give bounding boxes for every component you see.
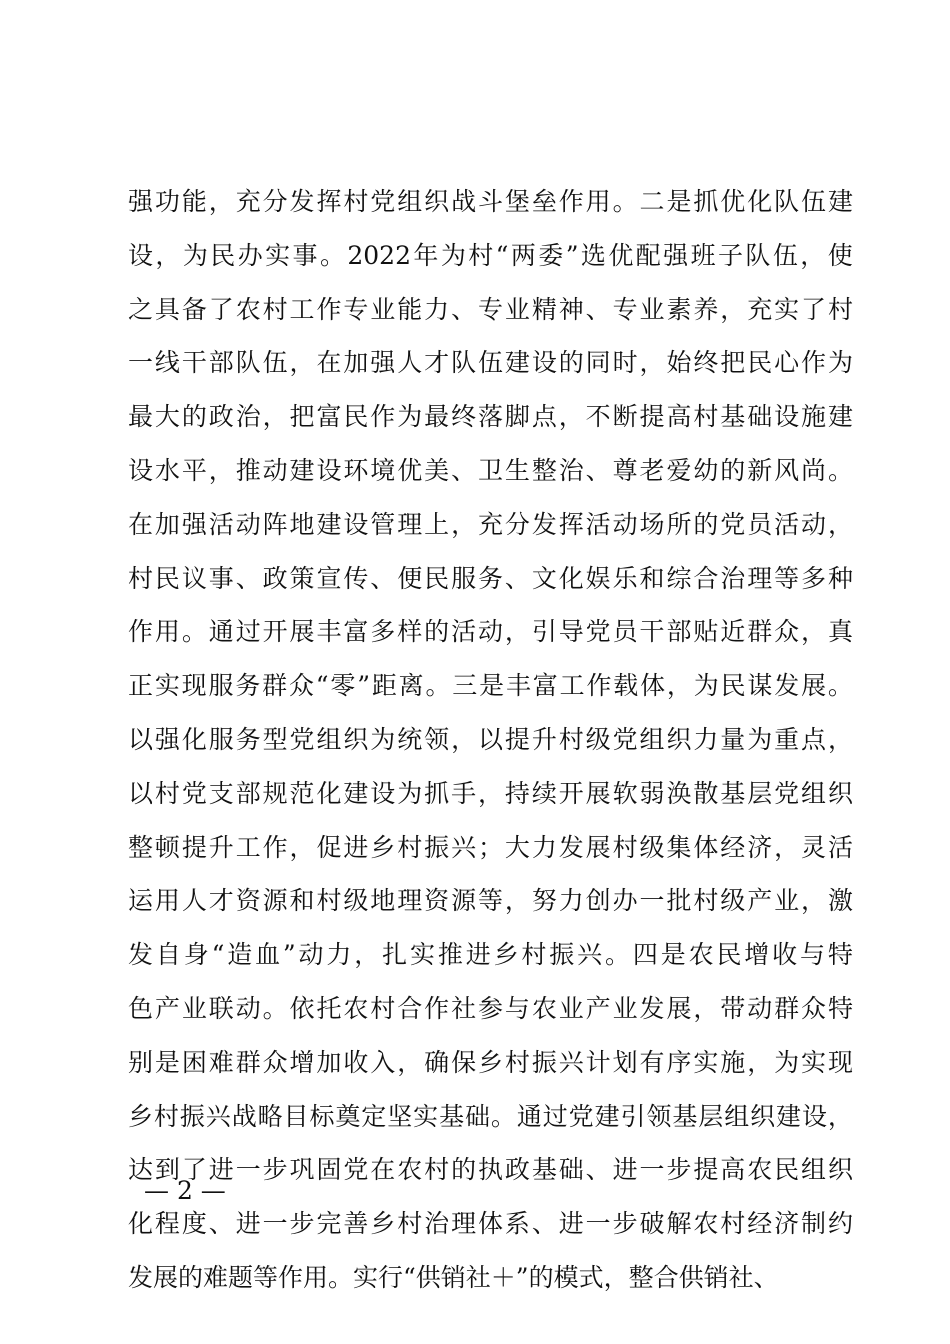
text-line: 别 是 困 难 群 众 增 加 收 入 ， 确 保 乡 村 振 兴 计 划 有 序 实 施 ， 为 实 现 [128, 1047, 853, 1077]
text-line: 以 强 化 服 务 型 党 组 织 为 统 领 ， 以 提 升 村 级 党 组 织 力 量 为 重 点 ， [128, 724, 853, 754]
text-line: 一 线 干 部 队 伍 ， 在 加 强 人 才 队 伍 建 设 的 同 时 ， 始 终 把 民 心 作 为 [128, 348, 853, 378]
text-line: 村 民 议 事 、 政 策 宣 传 、 便 民 服 务 、 文 化 娱 乐 和 综 合 治 理 等 多 种 [128, 563, 853, 593]
text-line: 之 具 备 了 农 村 工 作 专 业 能 力 、 专 业 精 神 、 专 业 素 养 ， 充 实 了 村 [128, 294, 853, 324]
text-line: 作 用 。 通 过 开 展 丰 富 多 样 的 活 动 ， 引 导 党 员 干 部 贴 近 群 众 ， 真 [128, 617, 853, 647]
text-line: 发 自 身 “ 造 血 ” 动 力 ， 扎 实 推 进 乡 村 振 兴 。 四 是 农 民 增 收 与 特 [128, 940, 853, 970]
text-line: 发展的难题等作用。实行“供销社＋”的模式，整合供销社、 [128, 1262, 779, 1292]
text-line: 运 用 人 才 资 源 和 村 级 地 理 资 源 等 ， 努 力 创 办 一 批 村 级 产 业 ， 激 [128, 886, 853, 916]
text-line: 最 大 的 政 治 ， 把 富 民 作 为 最 终 落 脚 点 ， 不 断 提 高 村 基 础 设 施 建 [128, 402, 853, 432]
body-text [128, 180, 853, 1310]
text-line: 设 水 平 ， 推 动 建 设 环 境 优 美 、 卫 生 整 治 、 尊 老 爱 幼 的 新 风 尚 。 [128, 455, 853, 485]
text-line: 设 ， 为 民 办 实 事 。 2022 年 为 村 “ 两 委 ” 选 优 配 强 班 子 队 伍 ， 使 [128, 240, 853, 270]
page-number: — 2 — [144, 1176, 226, 1205]
text-line: 色 产 业 联 动 。 依 托 农 村 合 作 社 参 与 农 业 产 业 发 展 ， 带 动 群 众 特 [128, 993, 853, 1023]
text-line: 化 程 度 、 进 一 步 完 善 乡 村 治 理 体 系 、 进 一 步 破 解 农 村 经 济 制 约 [128, 1209, 853, 1239]
text-line: 以 村 党 支 部 规 范 化 建 设 为 抓 手 ， 持 续 开 展 软 弱 涣 散 基 层 党 组 织 [128, 778, 853, 808]
text-line: 乡 村 振 兴 战 略 目 标 奠 定 坚 实 基 础 。 通 过 党 建 引 领 基 层 组 织 建 设 ， [128, 1101, 853, 1131]
text-line: 整 顿 提 升 工 作 ， 促 进 乡 村 振 兴 ； 大 力 发 展 村 级 集 体 经 济 ， 灵 活 [128, 832, 853, 862]
text-line: 正 实 现 服 务 群 众 “ 零 ” 距 离 。 三 是 丰 富 工 作 载 体 ， 为 民 谋 发 展 。 [128, 671, 853, 701]
text-line: 强 功 能 ， 充 分 发 挥 村 党 组 织 战 斗 堡 垒 作 用 。 二 是 抓 优 化 队 伍 建 [128, 187, 853, 216]
text-line: 在 加 强 活 动 阵 地 建 设 管 理 上 ， 充 分 发 挥 活 动 场 所 的 党 员 活 动 ， [128, 509, 853, 539]
text-line: 达 到 了 进 一 步 巩 固 党 在 农 村 的 执 政 基 础 、 进 一 步 提 高 农 民 组 织 [128, 1155, 853, 1185]
